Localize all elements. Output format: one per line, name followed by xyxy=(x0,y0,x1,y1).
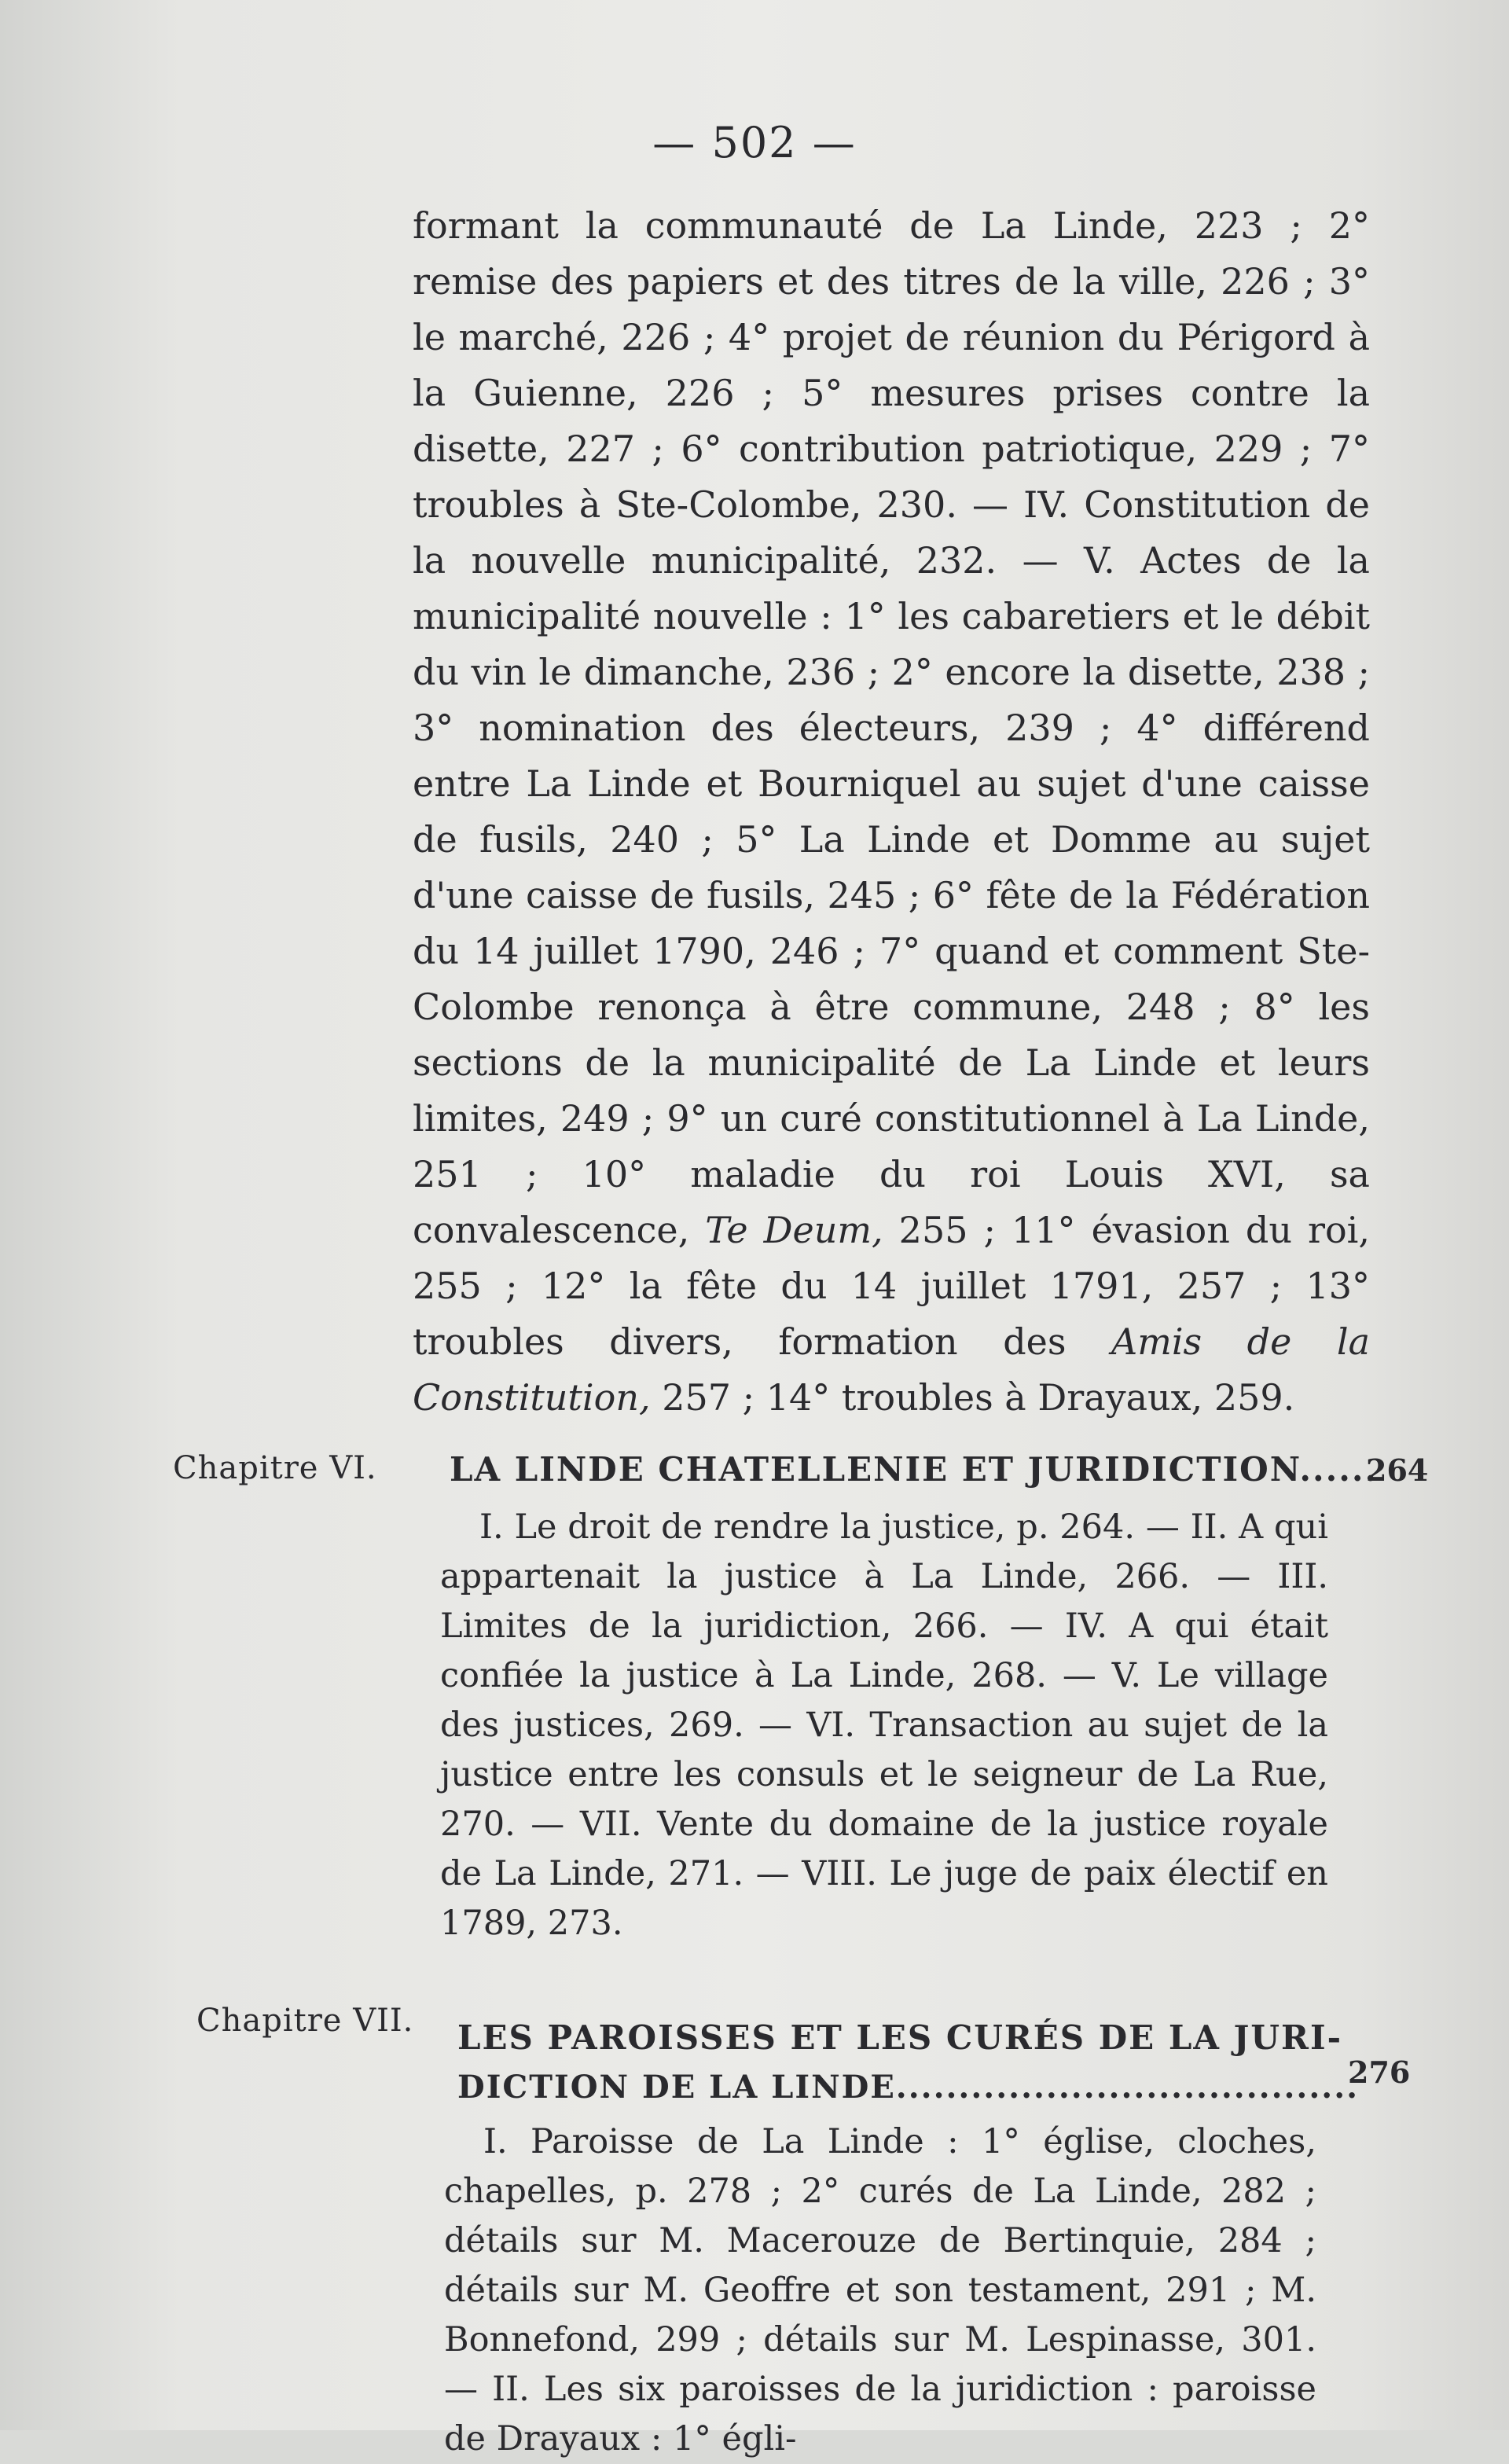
chapter-7-summary: I. Paroisse de La Linde : 1° église, cloches, chapelles, p. 278 ; 2° curés de La Linde, 282 ; détails sur M. Macerouze de Bertinquie, 284 ; détails sur M. Geoffre et son testament, 291 ; M. Bonnefond, 299 ; détails sur M. Lespinasse, 301. — II. Les six paroisses de la juridiction : paroisse de Drayaux : 1° égli- xyxy=(444,2122,1316,2458)
chapter-6-title: LA LINDE CHATELLENIE ET JURIDICTION...... xyxy=(450,1450,1379,1489)
intro-italic-te-deum: Te Deum, xyxy=(705,1209,883,1251)
intro-paragraph xyxy=(413,198,1370,1426)
chapter-6-page: 264 xyxy=(1366,1452,1429,1488)
chapter-7-title-line1: LES PAROISSES ET LES CURÉS DE LA JURI- xyxy=(457,2018,1343,2057)
chapter-7-page: 276 xyxy=(1348,2055,1411,2090)
intro-text-main: formant la communauté de La Linde, 223 ; 2° remise des papiers et des titres de la ville, 226 ; 3° le marché, 226 ; 4° projet de réunion du Périgord à la Guienne, 226 ; 5° mesures prises contre la disette, 227 ; 6° contribution patriotique, 229 ; 7° troubles à Ste-Colombe, 230. — IV. Constitution de la nouvelle municipalité, 232. — V. Actes de la municipalité nouvelle : 1° les cabaretiers et le débit du vin le dimanche, 236 ; 2° encore la disette, 238 ; 3° nomination des électeurs, 239 ; 4° différend entre La Linde et Bourniquel au sujet d'une caisse de fusils, 240 ; 5° La Linde et Domme au sujet d'une caisse de fusils, 245 ; 6° fête de la Fédération du 14 juillet 1790, 246 ; 7° quand et comment Ste-Colombe renonça à être commune, 248 ; 8° les sections de la municipalité de La Linde et leurs limites, 249 ; 9° un curé constitutionnel à La Linde, 251 ; 10° maladie du roi Louis XVI, sa convalescence, xyxy=(413,204,1370,1251)
chapter-6-label: Chapitre VI. xyxy=(173,1450,377,1486)
chapter-7-title-line2: DICTION DE LA LINDE..................................... xyxy=(457,2069,1360,2106)
intro-text-end: 257 ; 14° troubles à Drayaux, 259. xyxy=(662,1376,1295,1419)
intro-text-mid: 255 ; 11° évasion du roi, 255 ; 12° la fête du 14 juillet 1791, 257 ; 13° troubles divers, formation des xyxy=(413,1209,1370,1363)
chapter-7-label: Chapitre VII. xyxy=(196,2003,414,2039)
page-number: — 502 — xyxy=(652,118,857,167)
chapter-6-summary: I. Le droit de rendre la justice, p. 264. — II. A qui appartenait la justice à La Linde, 266. — III. Limites de la juridiction, 266. — IV. A qui était confiée la justice à La Linde, 268. — V. Le village des justices, 269. — VI. Transaction au sujet de la justice entre les consuls et le seigneur de La Rue, 270. — VII. Vente du domaine de la justice royale de La Linde, 271. — VIII. Le juge de paix électif en 1789, 273. xyxy=(440,1507,1328,1943)
intro-italic-amis: Amis de la Constitution, xyxy=(413,1320,1370,1419)
